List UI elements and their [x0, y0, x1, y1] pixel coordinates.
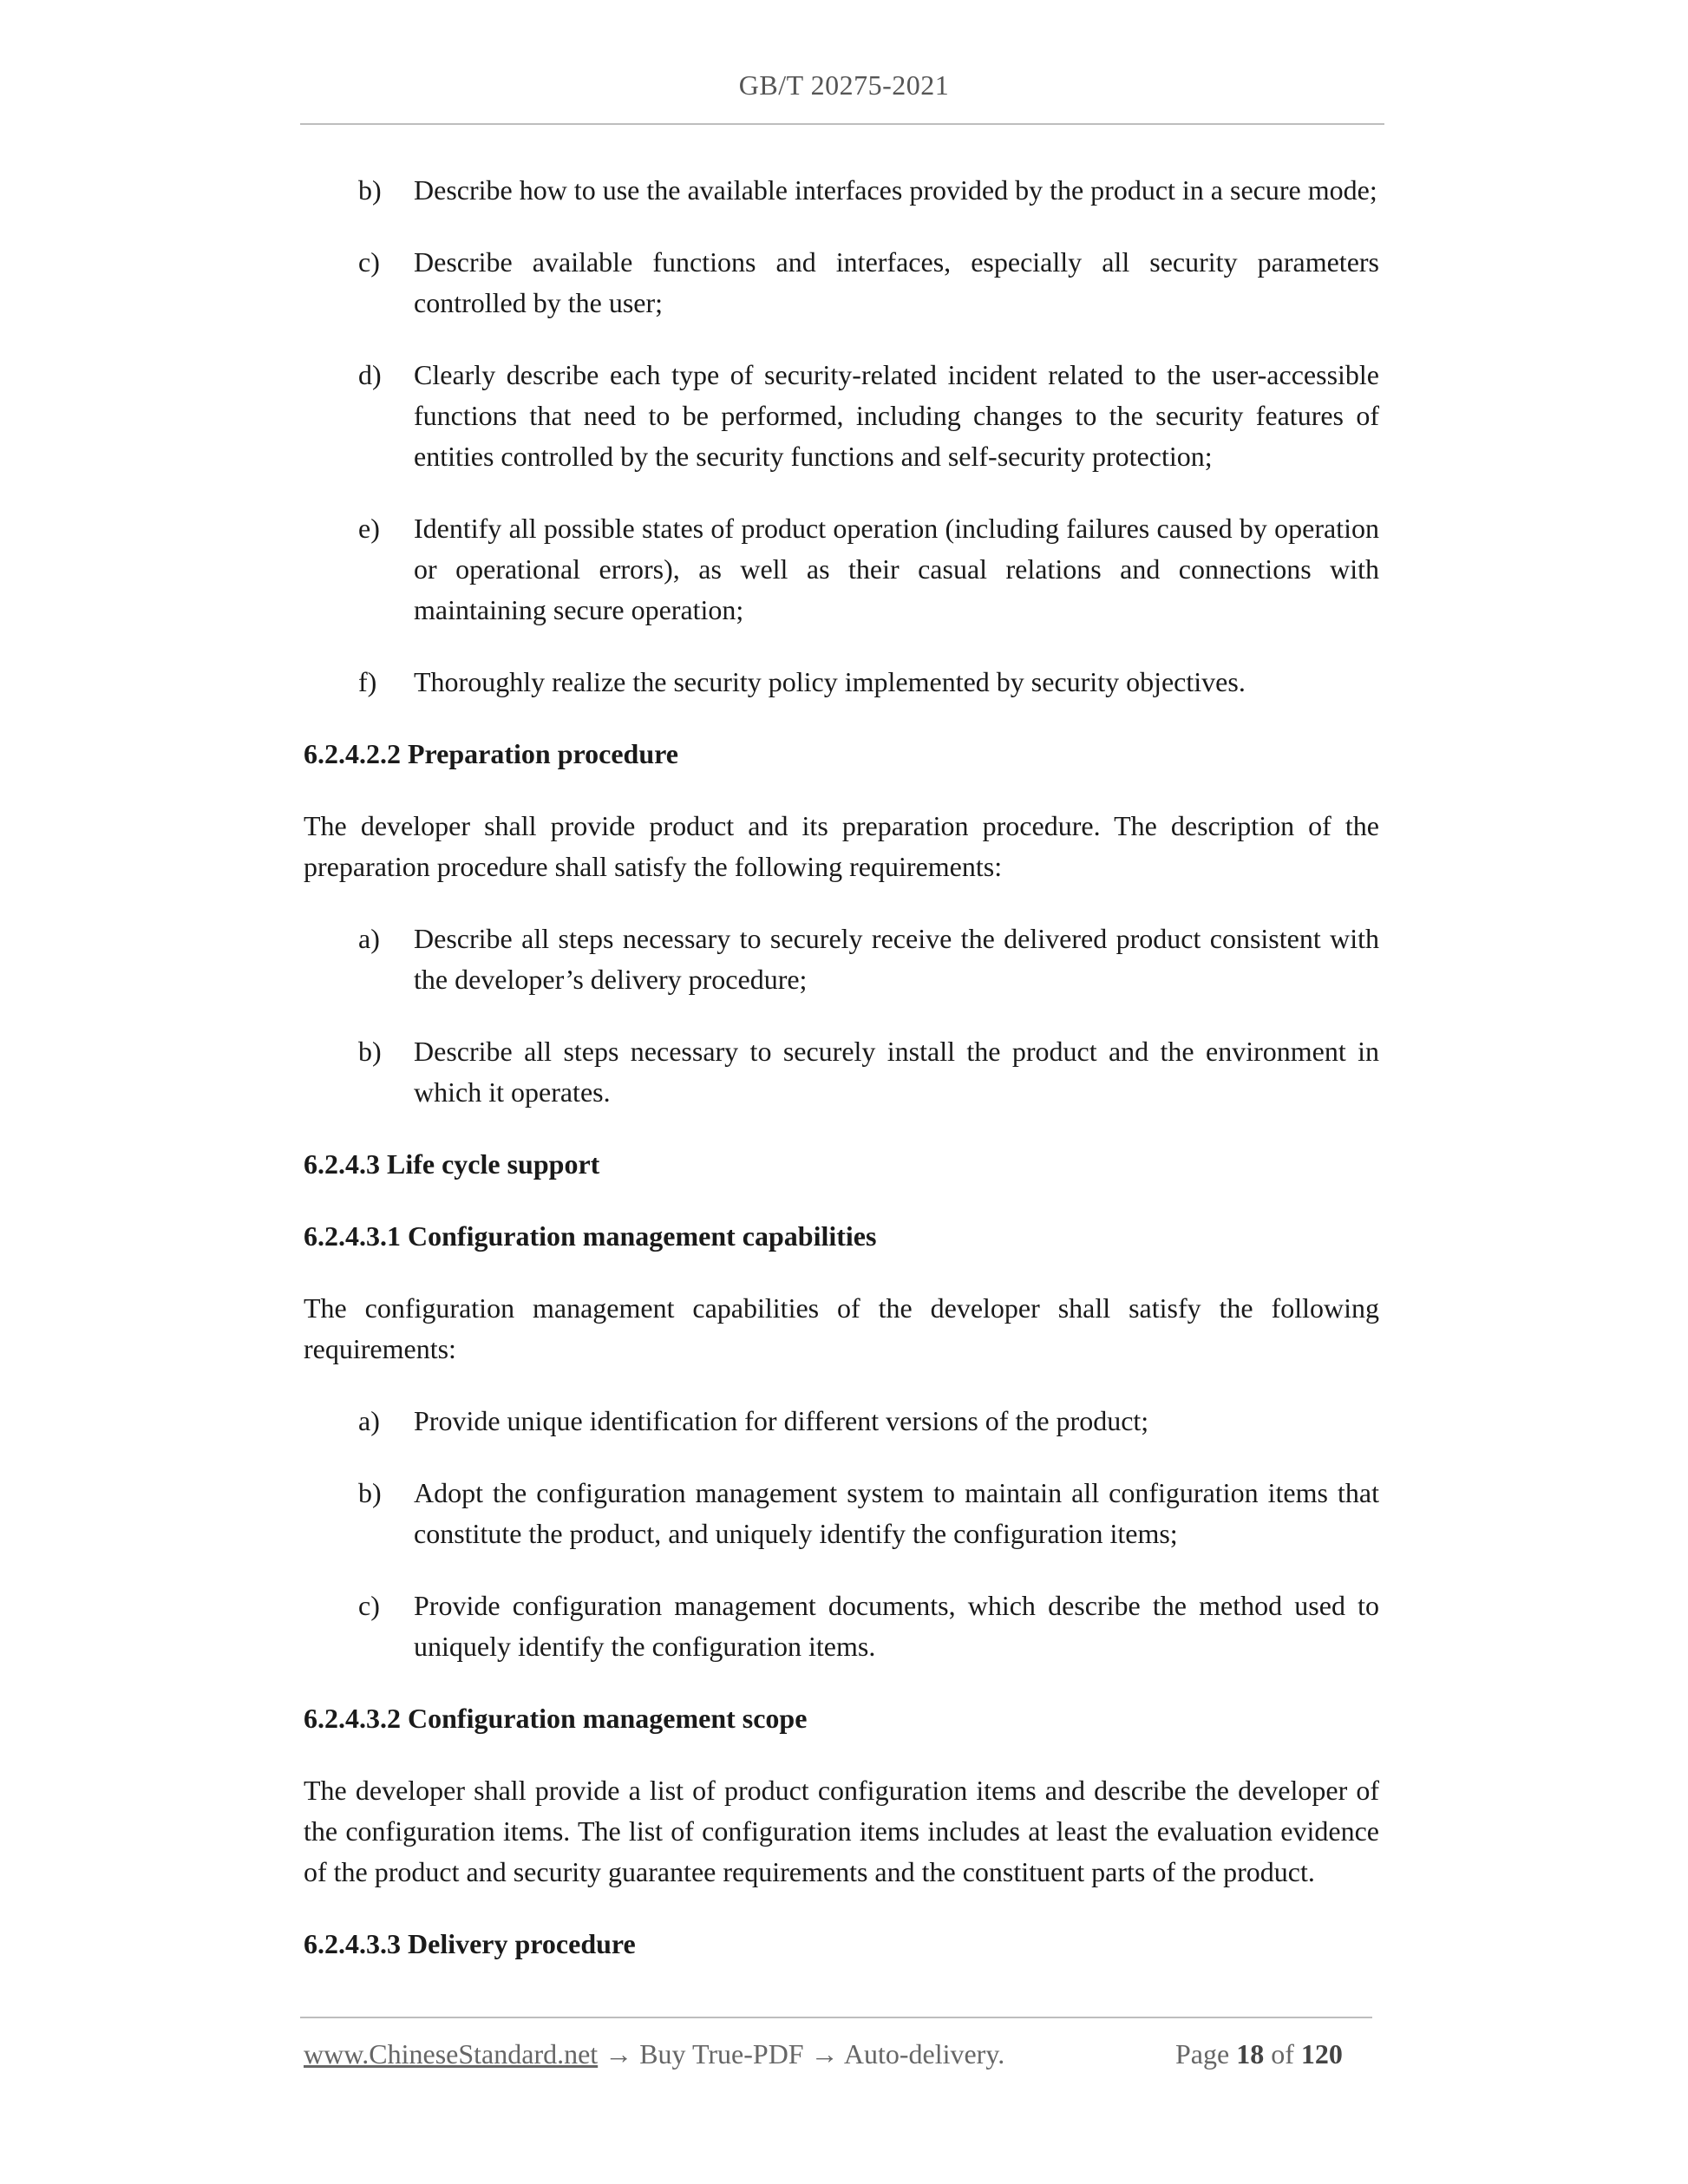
page-total: 120 — [1300, 2038, 1343, 2070]
list-text: Provide configuration management documents, which describe the method used to uniquely identify the configuration items. — [414, 1590, 1379, 1662]
list-text: Identify all possible states of product operation (including failures caused by operation or operational errors), as well as their casual relations and connections with maintaining secure operation; — [414, 513, 1379, 625]
footer-links — [304, 2038, 1004, 2070]
list-item — [304, 170, 1379, 211]
list-marker: b) — [358, 1036, 382, 1067]
section-heading-config-capabilities: 6.2.4.3.1 Configuration management capabilities — [304, 1220, 877, 1252]
paragraph-config-capabilities-intro: The configuration management capabilities of the developer shall satisfy the following requirements: — [304, 1292, 1379, 1364]
arrow-icon: → — [605, 2038, 633, 2070]
list-item — [304, 1586, 1379, 1667]
page-content — [304, 170, 1379, 1996]
auto-delivery-text: Auto-delivery. — [843, 2038, 1005, 2070]
list-item — [304, 1473, 1379, 1554]
list-item — [304, 508, 1379, 631]
paragraph-preparation-intro: The developer shall provide product and its preparation procedure. The description of the preparation procedure shall satisfy the following requirements: — [304, 810, 1379, 882]
list-item — [304, 355, 1379, 477]
list-marker: c) — [358, 1590, 380, 1621]
list-marker: f) — [358, 666, 377, 697]
list-text: Provide unique identification for different versions of the product; — [414, 1405, 1149, 1436]
list-text: Describe how to use the available interfaces provided by the product in a secure mode; — [414, 174, 1377, 206]
paragraph-config-scope: The developer shall provide a list of product configuration items and describe the developer of the configuration items. The list of configuration items includes at least the evaluation evidence of the product and security guarantee requirements and the constituent parts of the product. — [304, 1775, 1379, 1887]
section-heading-config-scope: 6.2.4.3.2 Configuration management scope — [304, 1703, 808, 1734]
list-text: Clearly describe each type of security-related incident related to the user-accessible functions that need to be performed, including changes to the security features of entities controlled by the security functions and self-security protection; — [414, 359, 1379, 472]
section-heading-delivery-procedure: 6.2.4.3.3 Delivery procedure — [304, 1928, 636, 1959]
list-marker: a) — [358, 923, 380, 954]
list-item — [304, 242, 1379, 324]
section-heading-preparation-procedure: 6.2.4.2.2 Preparation procedure — [304, 738, 678, 769]
list-item — [304, 1401, 1379, 1442]
list-marker: b) — [358, 1477, 382, 1508]
list-text: Describe all steps necessary to securely install the product and the environment in which it operates. — [414, 1036, 1379, 1108]
header-divider — [300, 123, 1384, 125]
page-label: Page — [1175, 2038, 1230, 2070]
list-text: Thoroughly realize the security policy implemented by security objectives. — [414, 666, 1246, 697]
page-number: 18 — [1236, 2038, 1265, 2070]
of-label: of — [1271, 2038, 1294, 2070]
list-item — [304, 919, 1379, 1000]
site-link[interactable]: www.ChineseStandard.net — [304, 2038, 599, 2070]
list-marker: a) — [358, 1405, 380, 1436]
header-doc-id: GB/T 20275-2021 — [738, 69, 950, 101]
page-indicator — [1175, 2038, 1343, 2070]
arrow-icon: → — [810, 2038, 839, 2070]
list-marker: c) — [358, 246, 380, 278]
section-heading-life-cycle-support: 6.2.4.3 Life cycle support — [304, 1148, 600, 1180]
list-text: Describe available functions and interfaces, especially all security parameters controlled by the user; — [414, 246, 1379, 318]
list-marker: d) — [358, 359, 382, 390]
buy-pdf-text: Buy True-PDF — [639, 2038, 804, 2070]
footer-divider — [300, 2017, 1372, 2018]
list-text: Adopt the configuration management system to maintain all configuration items that constitute the product, and uniquely identify the configuration items; — [414, 1477, 1379, 1549]
list-item — [304, 662, 1379, 703]
list-text: Describe all steps necessary to securely receive the delivered product consistent with the developer’s delivery procedure; — [414, 923, 1379, 995]
list-marker: e) — [358, 513, 380, 544]
list-item — [304, 1031, 1379, 1113]
list-marker: b) — [358, 174, 382, 206]
